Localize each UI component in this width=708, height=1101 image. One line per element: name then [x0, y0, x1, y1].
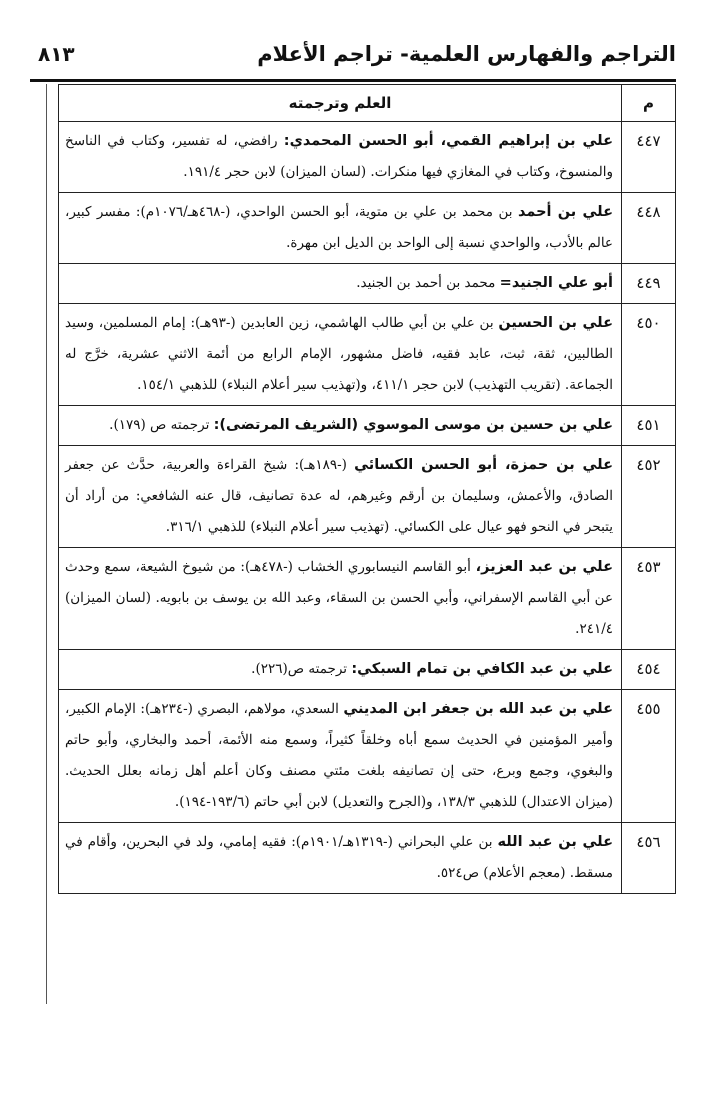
- table-row: [59, 548, 676, 650]
- running-title: التراجم والفهارس العلمية- تراجم الأعلام: [257, 42, 676, 66]
- biography-text: ترجمته ص(٢٢٦).: [251, 661, 352, 677]
- entry-biography: [59, 406, 622, 446]
- table-row: [59, 650, 676, 690]
- table-body: [59, 122, 676, 894]
- biography-text: بن محمد بن علي بن متوية، أبو الحسن الواحدي، (-٤٦٨هـ/١٠٧٦م): مفسر كبير، عالم بالأدب، والواحدي نسبة إلى الواحد بن الديل ابن مهرة.: [65, 204, 613, 251]
- person-name: علي بن حمزة، أبو الحسن الكسائي: [354, 457, 614, 473]
- biography-table: [58, 84, 676, 894]
- entry-number: ٤٤٨: [622, 193, 676, 264]
- biography-text: السعدي، مولاهم، البصري (-٢٣٤هـ): الإمام الكبير، وأمير المؤمنين في الحديث سمع أباه وخلقاً كثيراً، وسمع منه الأئمة، أحمد والبخاري، وأبو حاتم والبغوي، وجمع وبرع، حتى إن تصانيفه بلغت مئتي مصنف وكان أعلم أهل زمانه بعلل الحديث. (ميزان الاعتدال) للذهبي ١٣٨/٣، و(الجرح والتعديل) لابن أبي حاتم (١٩٣/٦-١٩٤).: [65, 701, 613, 810]
- entry-number: ٤٥٠: [622, 304, 676, 406]
- biography-text: (-١٨٩هـ): شيخ القراءة والعربية، حدَّث عن جعفر الصادق، والأعمش، وسليمان بن أرقم وغيرهم، له عدة تصانيف، قال عنه الشافعي: من أراد أن يتبحر في النحو فهو عيال على الكسائي. (تهذيب سير أعلام النبلاء) للذهبي ٣١٦/١.: [65, 457, 613, 535]
- entry-biography: [59, 264, 622, 304]
- table-header-row: [59, 85, 676, 122]
- person-name: علي بن حسين بن موسى الموسوي (الشريف المرتضى):: [213, 417, 613, 433]
- entry-number: ٤٤٧: [622, 122, 676, 193]
- table-row: [59, 122, 676, 193]
- table-row: [59, 823, 676, 894]
- table-row: [59, 690, 676, 823]
- biography-text: بن علي بن أبي طالب الهاشمي، زين العابدين (-٩٣هـ): إمام المسلمين، وسيد الطالبين، ثقة، ثبت، عابد فقيه، فاضل مشهور، الإمام الرابع من أئمة الاثني عشرية، خرَّج له الجماعة. (تقريب التهذيب) لابن حجر ٤١١/١، و(تهذيب سير أعلام النبلاء) للذهبي ١٥٤/١.: [65, 315, 613, 393]
- person-name: علي بن أحمد: [517, 204, 613, 220]
- person-name: علي بن عبد الكافي بن تمام السبكي:: [351, 661, 613, 677]
- entry-number: ٤٥٤: [622, 650, 676, 690]
- entry-biography: [59, 446, 622, 548]
- person-name: علي بن إبراهيم القمي، أبو الحسن المحمدي:: [283, 133, 613, 149]
- entry-biography: [59, 193, 622, 264]
- column-header-number: م: [622, 85, 676, 122]
- biography-text: رافضي، له تفسير، وكتاب في الناسخ والمنسوخ، وكتاب في المغازي فيها منكرات. (لسان الميزان) لابن حجر ١٩١/٤.: [65, 133, 613, 180]
- header-rule: [30, 79, 676, 82]
- entry-number: ٤٥١: [622, 406, 676, 446]
- entry-biography: [59, 690, 622, 823]
- table-row: [59, 193, 676, 264]
- entry-number: ٤٥٢: [622, 446, 676, 548]
- margin-line: [46, 84, 47, 1004]
- biography-text: أبو القاسم النيسابوري الخشاب (-٤٧٨هـ): من شيوخ الشيعة، سمع وحدث عن أبي القاسم الإسفراني، وأبي الحسن بن السقاء، وعبد الله بن يوسف بن بابويه. (لسان الميزان) ٢٤١/٤.: [65, 559, 613, 637]
- entry-number: ٤٥٦: [622, 823, 676, 894]
- biography-text: محمد بن أحمد بن الجنيد.: [356, 275, 500, 291]
- column-header-entry: العلم وترجمته: [59, 85, 622, 122]
- entry-biography: [59, 548, 622, 650]
- person-name: علي بن الحسين: [498, 315, 613, 331]
- page-header: [30, 40, 676, 76]
- person-name: أبو علي الجنيد=: [499, 275, 613, 291]
- person-name: علي بن عبد الله: [497, 834, 613, 850]
- table-row: [59, 406, 676, 446]
- biography-text: بن علي البحراني (-١٣١٩هـ/١٩٠١م): فقيه إمامي، ولد في البحرين، وأقام في مسقط. (معجم الأعلام) ص٥٢٤.: [65, 834, 613, 881]
- person-name: علي بن عبد الله بن جعفر ابن المديني: [343, 701, 614, 717]
- entry-number: ٤٤٩: [622, 264, 676, 304]
- entry-biography: [59, 823, 622, 894]
- entry-number: ٤٥٣: [622, 548, 676, 650]
- person-name: علي بن عبد العزيز،: [475, 559, 613, 575]
- table-row: [59, 264, 676, 304]
- table-row: [59, 304, 676, 406]
- entry-biography: [59, 304, 622, 406]
- page-number: ٨١٣: [38, 42, 75, 66]
- biography-text: ترجمته ص (١٧٩).: [109, 417, 214, 433]
- table-row: [59, 446, 676, 548]
- entry-number: ٤٥٥: [622, 690, 676, 823]
- entry-biography: [59, 122, 622, 193]
- entry-biography: [59, 650, 622, 690]
